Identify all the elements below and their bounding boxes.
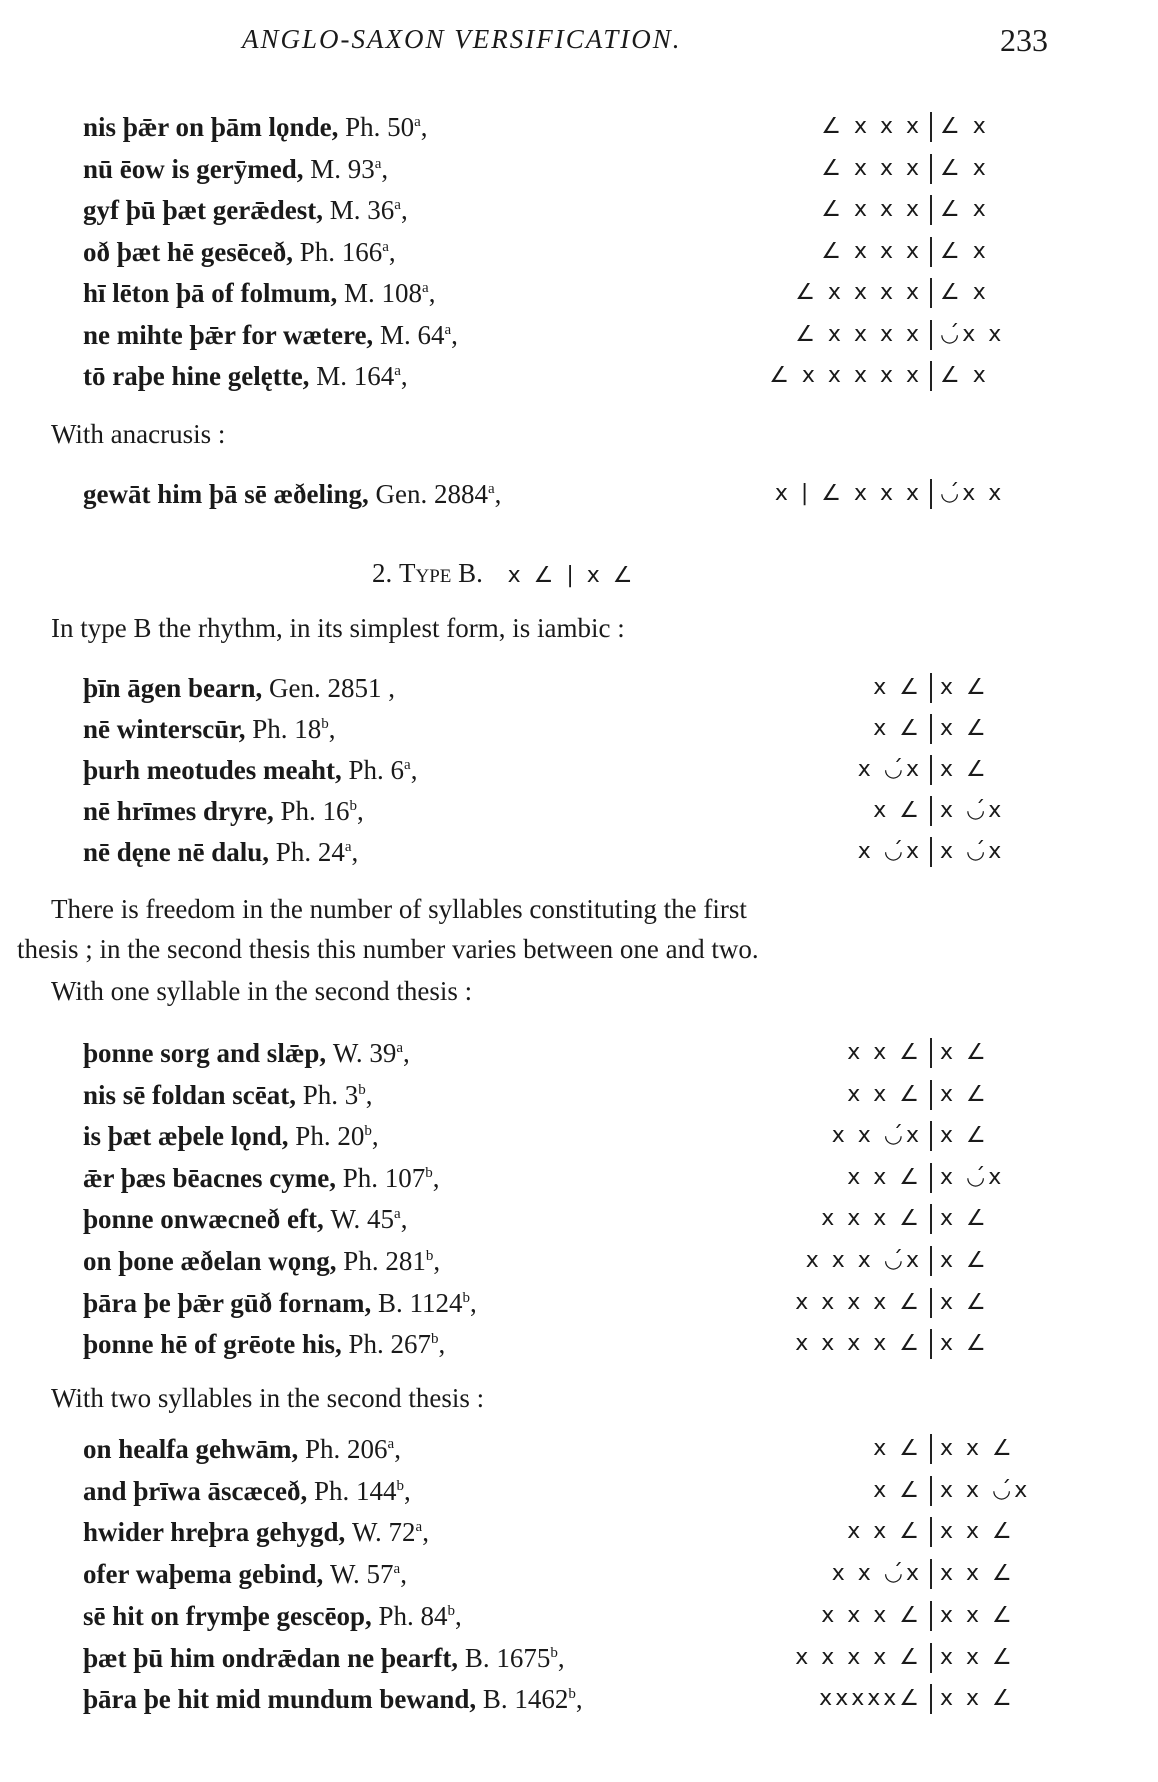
verse-reference (465, 1643, 565, 1673)
caesura-bar (930, 1643, 932, 1673)
scansion-second-half: x x ◡́x (940, 1477, 1031, 1503)
verse-reference (349, 1329, 446, 1359)
reference-number: Ph. 267 (348, 1329, 432, 1360)
verse-text (83, 315, 458, 355)
scansion-first-half: x ∠ (873, 675, 922, 700)
verse-quote: þāra þe þǣr gūð fornam, (83, 1287, 372, 1318)
verse-reference (280, 796, 363, 826)
verse-reference (380, 320, 458, 350)
scansion-second-half: x ∠ (940, 1040, 989, 1065)
verse-line (0, 750, 1158, 790)
section-number: 2. (372, 558, 393, 588)
reference-half-line: a (487, 481, 495, 497)
scansion-first-half: x x ∠ (847, 1040, 922, 1065)
verse-quote: is þæt æþele lǫnd, (83, 1121, 289, 1152)
reference-comma: , (357, 796, 364, 826)
verse-line (0, 1512, 1158, 1552)
verse-quote: þonne onwæcneð eft, (83, 1204, 324, 1235)
reference-comma: , (451, 319, 458, 350)
verse-line (0, 1679, 1158, 1719)
type-b-intro: In type B the rhythm, in its simplest form, is iambic : (51, 613, 625, 643)
reference-half-line: b (349, 798, 357, 814)
reference-number: Ph. 24 (275, 837, 345, 867)
reference-number: Ph. 50 (345, 112, 415, 142)
caesura-bar (930, 755, 932, 785)
verse-text (83, 1075, 373, 1115)
reference-comma: , (351, 837, 359, 867)
reference-half-line: b (396, 1477, 405, 1494)
verse-reference (300, 237, 396, 267)
verse-text (83, 1512, 429, 1552)
reference-half-line: b (358, 1081, 366, 1098)
reference-half-line: a (415, 1519, 423, 1536)
reference-comma: , (400, 1204, 408, 1235)
verse-line (0, 273, 1158, 313)
verse-quote: nē hrīmes dryre, (83, 796, 274, 826)
caesura-bar (930, 1434, 932, 1464)
verse-line (0, 1554, 1158, 1594)
verse-text (83, 107, 428, 147)
verse-quote: nē dęne nē dalu, (83, 837, 270, 867)
verse-quote: þurh meotudes meaht, (83, 755, 342, 785)
scansion-first-half: x x ∠ (847, 1519, 922, 1545)
verse-line (0, 709, 1158, 749)
verse-reference (303, 1080, 373, 1110)
reference-number: Ph. 166 (299, 236, 383, 267)
verse-text (83, 1158, 440, 1198)
scansion-second-half: x ◡́x (940, 839, 1005, 864)
caesura-bar (930, 1517, 932, 1547)
reference-half-line: a (414, 114, 421, 130)
caesura-bar (930, 1080, 932, 1110)
scansion-second-half: x ∠ (940, 1206, 989, 1232)
verse-quote: on þone æðelan wǫng, (83, 1246, 337, 1276)
caesura-bar (930, 1163, 932, 1193)
verse-reference (295, 1121, 378, 1151)
reference-number: B. 1124 (378, 1287, 463, 1318)
caesura-bar (930, 361, 932, 391)
scansion-second-half: x ∠ (940, 716, 989, 741)
verse-line (0, 474, 1158, 514)
verse-text (83, 1429, 401, 1469)
reference-comma: , (400, 195, 408, 225)
reference-comma: , (381, 153, 389, 184)
reference-number: W. 39 (332, 1038, 397, 1068)
scansion-second-half: x x ∠ (940, 1436, 1015, 1461)
reference-number: W. 45 (330, 1204, 395, 1235)
reference-half-line: a (422, 280, 429, 296)
reference-half-line: a (394, 363, 401, 379)
scansion-first-half: ∠ x x x (821, 155, 922, 181)
paragraph-line-3: With one syllable in the second thesis : (51, 976, 473, 1006)
scansion-first-half: ∠ x x x (821, 114, 922, 139)
verse-line (0, 1116, 1158, 1156)
reference-half-line: b (321, 716, 329, 732)
reference-half-line: a (344, 839, 352, 855)
caesura-bar (930, 1601, 932, 1631)
reference-half-line: a (387, 1436, 395, 1452)
reference-number: W. 57 (330, 1559, 394, 1590)
reference-half-line: b (447, 1602, 455, 1619)
scansion-first-half: x ◡́x (857, 839, 922, 864)
caesura-bar (930, 278, 932, 308)
reference-comma: , (575, 1684, 583, 1715)
scansion-first-half: x x ∠ (847, 1081, 922, 1107)
scansion-first-half: x x ◡́x (831, 1123, 922, 1149)
scansion-first-half: x ∠ (873, 798, 922, 823)
scansion-second-half: x x ∠ (940, 1644, 1015, 1670)
verse-quote: ne mihte þǣr for wætere, (83, 319, 374, 350)
verse-text (83, 709, 336, 749)
scansion-first-half: x ∠ (873, 1477, 922, 1503)
verse-quote: and þrīwa āscæceð, (83, 1475, 308, 1506)
verse-reference (269, 673, 395, 703)
caesura-bar (930, 1204, 932, 1234)
scansion-second-half: x ∠ (940, 1331, 989, 1357)
verse-quote: nis þǣr on þām lǫnde, (83, 112, 339, 142)
caesura-bar (930, 112, 932, 142)
reference-half-line: b (425, 1164, 433, 1181)
reference-comma: , (403, 1038, 410, 1068)
caesura-bar (930, 479, 932, 509)
reference-half-line: a (444, 321, 452, 338)
reference-number: M. 93 (310, 153, 375, 184)
scansion-first-half: x x x ∠ (821, 1602, 922, 1628)
reference-comma: , (400, 361, 408, 391)
scansion-second-half: x x ∠ (940, 1519, 1015, 1545)
reference-half-line: a (396, 1040, 404, 1056)
caesura-bar (930, 673, 932, 703)
reference-number: M. 108 (344, 278, 423, 308)
scansion-first-half: ∠ x x x x (795, 321, 922, 347)
caesura-bar (930, 1288, 932, 1318)
verse-text (83, 1033, 410, 1073)
verse-reference (376, 479, 502, 509)
verse-line (0, 315, 1158, 355)
reference-comma: , (432, 1162, 440, 1193)
reference-comma: , (470, 1287, 477, 1318)
reference-half-line: b (364, 1123, 372, 1140)
verse-line (0, 1638, 1158, 1678)
scansion-first-half: x x x x ∠ (795, 1331, 922, 1357)
verse-reference (344, 278, 435, 308)
verse-reference (276, 837, 358, 867)
scansion-first-half: ∠ x x x (821, 197, 922, 222)
verse-text (83, 832, 358, 872)
paragraph-line-1: There is freedom in the number of syllables constituting the first (51, 894, 747, 924)
section-scheme: x ∠ | x ∠ (507, 563, 636, 588)
scansion-second-half: x x ∠ (940, 1561, 1015, 1587)
scansion-second-half: ∠ x (940, 280, 989, 305)
verse-line (0, 1075, 1158, 1115)
verse-reference (330, 195, 408, 225)
verse-text (83, 750, 417, 790)
verse-text (83, 1638, 565, 1678)
two-syllables-label: With two syllables in the second thesis : (51, 1383, 485, 1413)
caesura-bar (930, 237, 932, 267)
verse-reference (330, 1559, 407, 1589)
reference-number: B. 1675 (464, 1642, 551, 1673)
section-heading-type-b (372, 553, 636, 596)
reference-number: Ph. 3 (302, 1079, 359, 1110)
scansion-second-half: x ∠ (940, 675, 989, 700)
reference-half-line: b (550, 1644, 558, 1661)
verse-reference (378, 1288, 477, 1318)
scansion-second-half: ∠ x (940, 238, 989, 264)
reference-comma: , (438, 1329, 446, 1360)
reference-number: Ph. 20 (295, 1121, 365, 1152)
reference-comma: , (404, 1475, 411, 1506)
scansion-second-half: ◡́x x (940, 321, 1005, 347)
section-title: Type B. (399, 558, 483, 588)
reference-comma: , (371, 1121, 379, 1152)
scansion-second-half: ∠ x (940, 114, 989, 139)
reference-comma: , (420, 112, 428, 142)
verse-reference (310, 154, 388, 184)
scansion-first-half: ∠ x x x x (795, 280, 922, 305)
scansion-first-half: ∠ x x x (821, 238, 922, 264)
verse-quote: hī lēton þā of folmum, (83, 278, 338, 308)
verse-quote: ǣr þæs bēacnes cyme, (83, 1162, 336, 1193)
verse-text (83, 190, 408, 230)
scansion-first-half: x x x x ∠ (795, 1644, 922, 1670)
verse-quote: hwider hreþra gehygd, (83, 1517, 346, 1548)
scansion-second-half: x ∠ (940, 1123, 989, 1149)
verse-reference (483, 1684, 583, 1714)
scansion-second-half: ∠ x (940, 197, 989, 222)
reference-number: Ph. 144 (314, 1475, 397, 1506)
scansion-second-half: x ∠ (940, 1081, 989, 1107)
reference-comma: , (433, 1246, 441, 1276)
reference-number: Ph. 281 (343, 1246, 426, 1276)
reference-number: M. 164 (316, 361, 395, 391)
verse-quote: þāra þe hit mid mundum bewand, (83, 1684, 477, 1715)
paragraph-line-2: thesis ; in the second thesis this number varies between one and two. (17, 934, 759, 964)
verse-reference (331, 1204, 408, 1234)
scansion-second-half: x ◡́x (940, 1164, 1005, 1190)
verse-text (83, 1283, 477, 1323)
caesura-bar (930, 1559, 932, 1589)
verse-line (0, 1158, 1158, 1198)
verse-reference (349, 755, 418, 785)
verse-reference (252, 714, 335, 744)
verse-line (0, 832, 1158, 872)
scansion-second-half: ∠ x (940, 155, 989, 181)
reference-half-line: a (394, 1206, 401, 1223)
verse-text (83, 474, 501, 514)
scansion-second-half: x ∠ (940, 1289, 989, 1315)
scansion-first-half: ∠ x x x x x (769, 363, 922, 388)
scansion-first-half: x ∠ (873, 1436, 922, 1461)
verse-reference (333, 1038, 410, 1068)
scansion-second-half: x ∠ (940, 1248, 989, 1273)
caesura-bar (930, 195, 932, 225)
scansion-first-half: x x ◡́x (831, 1561, 922, 1587)
scansion-second-half: ∠ x (940, 363, 989, 388)
verse-line (0, 1283, 1158, 1323)
scansion-first-half: x x x ∠ (821, 1206, 922, 1232)
verse-reference (352, 1517, 429, 1547)
verse-quote: oð þæt hē gesēceð, (83, 236, 293, 267)
verse-line (0, 1596, 1158, 1636)
reference-comma: , (410, 755, 418, 785)
verse-text (83, 1554, 407, 1594)
running-header (0, 22, 1158, 62)
verse-quote: þīn āgen bearn, (83, 673, 263, 703)
reference-number: Ph. 16 (280, 796, 350, 826)
scansion-first-half: x x ∠ (847, 1164, 922, 1190)
verse-quote: þonne hē of grēote his, (83, 1329, 342, 1360)
verse-text (83, 1116, 379, 1156)
reference-half-line: a (374, 155, 382, 172)
verse-line (0, 1241, 1158, 1281)
reference-number: B. 1462 (482, 1684, 569, 1715)
caesura-bar (930, 1476, 932, 1506)
reference-half-line: a (394, 197, 401, 213)
scansion-first-half: x x x ◡́x (805, 1248, 922, 1273)
reference-comma: , (455, 1600, 462, 1631)
caesura-bar (930, 1038, 932, 1068)
verse-text (83, 668, 395, 708)
verse-line (0, 149, 1158, 189)
reference-number: Gen. 2851 , (269, 673, 396, 703)
verse-line (0, 232, 1158, 272)
reference-comma: , (365, 1079, 373, 1110)
verse-quote: nis sē foldan scēat, (83, 1079, 297, 1110)
reference-number: Gen. 2884 (375, 479, 488, 509)
verse-text (83, 791, 364, 831)
verse-quote: gewāt him þā sē æðeling, (83, 479, 369, 509)
verse-text (83, 273, 435, 313)
verse-line (0, 1471, 1158, 1511)
caesura-bar (930, 714, 932, 744)
reference-half-line: a (393, 1561, 401, 1578)
scansion-first-half: x x x x ∠ (795, 1289, 922, 1315)
verse-text (83, 1199, 407, 1239)
verse-quote: þonne sorg and slǣp, (83, 1038, 327, 1068)
verse-line (0, 107, 1158, 147)
caesura-bar (930, 1684, 932, 1714)
verse-quote: sē hit on frymþe gescēop, (83, 1600, 372, 1631)
verse-reference (305, 1434, 401, 1464)
verse-reference (314, 1476, 411, 1506)
reference-number: M. 64 (379, 319, 445, 350)
verse-text (83, 1241, 440, 1281)
verse-quote: nē winterscūr, (83, 714, 246, 744)
reference-half-line: a (404, 757, 411, 773)
verse-reference (378, 1601, 461, 1631)
scansion-second-half: x x ∠ (940, 1686, 1015, 1712)
caesura-bar (930, 1121, 932, 1151)
verse-line (0, 356, 1158, 396)
reference-half-line: b (462, 1289, 471, 1306)
caesura-bar (930, 1329, 932, 1359)
reference-comma: , (328, 714, 336, 744)
running-title: ANGLO-SAXON VERSIFICATION. (242, 24, 682, 54)
reference-half-line: b (568, 1686, 576, 1703)
reference-number: M. 36 (329, 195, 395, 225)
verse-line (0, 1033, 1158, 1073)
verse-line (0, 190, 1158, 230)
reference-half-line: a (382, 238, 389, 255)
caesura-bar (930, 837, 932, 867)
reference-number: Ph. 84 (378, 1600, 448, 1631)
caesura-bar (930, 796, 932, 826)
reference-comma: , (557, 1642, 565, 1673)
caesura-bar (930, 1246, 932, 1276)
verse-reference (343, 1163, 440, 1193)
reference-comma: , (388, 236, 396, 267)
verse-reference (345, 112, 427, 142)
reference-comma: , (494, 479, 502, 509)
verse-text (83, 232, 396, 272)
verse-quote: þæt þū him ondrǣdan ne þearft, (83, 1642, 459, 1673)
reference-comma: , (422, 1517, 429, 1548)
scansion-first-half: xxxxx∠ (819, 1686, 922, 1712)
verse-text (83, 149, 388, 189)
scansion-second-half: x ∠ (940, 757, 989, 782)
verse-line (0, 791, 1158, 831)
reference-number: Ph. 206 (305, 1434, 388, 1464)
verse-quote: gyf þū þæt gerǣdest, (83, 195, 323, 225)
verse-quote: tō raþe hine gelętte, (83, 361, 310, 391)
verse-quote: nū ēow is gerȳmed, (83, 153, 304, 184)
scansion-second-half: ◡́x x (940, 481, 1005, 506)
verse-line (0, 668, 1158, 708)
verse-line (0, 1199, 1158, 1239)
scansion-first-half: x ∠ (873, 716, 922, 741)
caesura-bar (930, 154, 932, 184)
verse-text (83, 356, 408, 396)
reference-comma: , (400, 1559, 407, 1590)
anacrusis-label: With anacrusis : (51, 419, 226, 449)
reference-number: Ph. 6 (348, 755, 405, 785)
verse-text (83, 1596, 462, 1636)
reference-half-line: b (425, 1248, 434, 1264)
scansion-first-half: x | ∠ x x x (774, 481, 922, 506)
reference-number: W. 72 (352, 1517, 416, 1548)
reference-comma: , (394, 1434, 401, 1464)
verse-line (0, 1429, 1158, 1469)
reference-number: Ph. 18 (252, 714, 322, 744)
reference-number: Ph. 107 (342, 1162, 426, 1193)
reference-half-line: b (431, 1331, 439, 1348)
scansion-second-half: x ◡́x (940, 798, 1005, 823)
verse-text (83, 1471, 411, 1511)
verse-reference (343, 1246, 440, 1276)
scansion-first-half: x ◡́x (857, 757, 922, 782)
verse-text (83, 1679, 583, 1719)
caesura-bar (930, 320, 932, 350)
verse-line (0, 1324, 1158, 1364)
verse-reference (316, 361, 407, 391)
verse-quote: ofer waþema gebind, (83, 1559, 324, 1590)
page-number: 233 (1000, 22, 1048, 58)
scansion-second-half: x x ∠ (940, 1602, 1015, 1628)
reference-comma: , (428, 278, 436, 308)
verse-text (83, 1324, 445, 1364)
verse-quote: on healfa gehwām, (83, 1434, 299, 1464)
